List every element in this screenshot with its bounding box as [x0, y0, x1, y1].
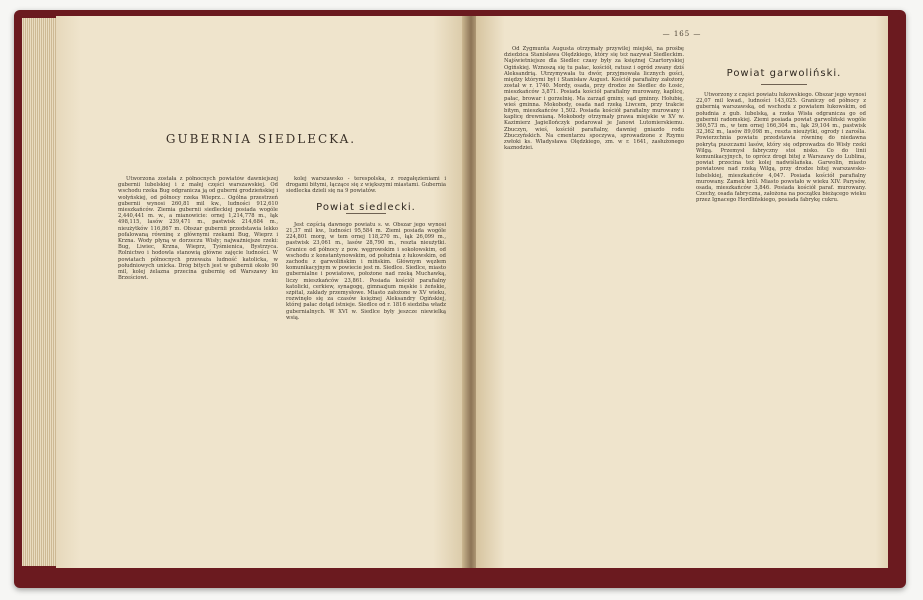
- section-rule: [761, 84, 807, 85]
- section-title-siedlecki: Powiat siedlecki.: [316, 201, 416, 213]
- right-page-column-1: [504, 46, 684, 556]
- garwolinski-text: Utworzony z części powiatu łukowskiego. Obszar jego wynosi 22,07 mil kwad., ludności 143,025. Graniczy od północy z gubernią warszawską, od wschodu z powiatem łukowskim, od południa z gub. lubelską, a rzeka Wisła odgranicza go od gubernii radomskiej. Ziemi posiada powiat garwoliński wogóle 360,573 m., w tem ornej 166,304 m., łąk 29,104 m., pastwisk 32,362 m., lasów 89,098 m., reszta nieużytki, ogrody i zarośla. Powierzchnia powiatu przedstawia równinę do niedawna pokrytą puszczami lasów, który się odprowadza do Wisły rzeki Wilgą. Przemysł fabryczny stoi nisko. Co do linii komunikacyjnych, to oprócz drogi bitej z Warszawy do Lublina, powiat przecina też kolej nadwiślańska. Garwolin, miasto powiatowe nad rzeką Wilgą, przy drodze bitej warszawsko-lubelskiej, mieszkańców 4,047. Posiada kościół parafialny murowany. Zamek król. Miasto powstało w wieku XIV. Parysów, osada, mieszkańców 3,846. Posiada kościół paraf. murowany. Czechy, osada fabryczna, założona na początku bieżącego wieku przez Ignacego Hordlińskiego, posiada fabrykę cukru.: [696, 92, 866, 204]
- right-page-column-2: [696, 92, 866, 558]
- gubernia-text: Utworzona została z północnych powiatów dawniejszej gubernii lubelskiej i z małej części warszawskiej. Od wschodu rzeka Bug odgranicza ją od guberni grodzieńskiej i wołyńskiej, od północy rzeka Wieprz... Ogólna przestrzeń gubernii wynosi 260,81 mil kw., ludności 912,610 mieszkańców. Ziemia gubernii siedleckiej posiada wogóle 2,440,441 m. w., a mianowicie: ornej 1,214,778 m., łąk 498,115, lasów 239,471 m., pastwisk 214,684 m., nieużytków 116,867 m. Obszar gubernii przedstawia lekko pofalowaną równinę z głównymi rzekami Bug, Wieprz i Krzna. Wody płyną w dorzeczu Wisły; najważniejsze rzeki: Bug, Liwiec, Krzna, Wieprz, Tyśmienica, Bystrzyca. Rolnictwo i hodowla stanowią główne zajęcie ludności. W powiatach północnych przeważa ludność katolicka, w południowych unicka. Dróg bitych jest w gubernii około 90 mil, kolej żelazna przecina gubernię od Warszawy ku Brześciowi.: [118, 176, 278, 282]
- gubernia-text-cont: kolej warszawsko - terespolska, z rozgałęzieniami i drogami bitymi, łączące się z większymi miastami. Gubernia siedlecka dzieli się na 9 powiatów.: [286, 176, 446, 195]
- left-page: [56, 16, 466, 568]
- section-rule: [346, 213, 386, 214]
- page-number: — 165 —: [662, 30, 702, 38]
- left-page-column-2: [286, 176, 446, 566]
- siedlecki-text-cont: Od Zygmunta Augusta otrzymały przywilej miejski, na prośbę dziedzica Stanisława Olędzkiego, który się też nazywał Siedleckim. Najświetniejsze dla Siedlec czasy były za księżnej Czartoryskiej Ogińskiej. Wznoszą się tu pałac, kościół, ratusz i ogród zwany dziś Aleksandrią. Utrzymywała tu dwór, przyjmowała licznych gości, między którymi był i Stanisław August. Kościół parafialny założony został w r. 1740. Mordy, osada, przy drodze ze Siedlec do Łosic, mieszkańców 3,871. Posiada kościół parafialny murowany, kaplicę, pałac, browar i gorzelnię. Ma zarząd gminy, sąd gminny. Hołubię, wieś gminna. Mokobody, osada nad rzeką Liwcem, przy trakcie bitym, mieszkańców 1,502. Posiada kościół parafialny murowany i kaplicę drewnianą. Mokobody otrzymały prawa miejskie w XV w. Kazimierz Jagiellończyk podarował je Janowi Lutomierskiemu. Zbuczyn, wieś, kościół parafialny, dawniej gniazdo rodu Zbuczyńskich. Na cmentarzu spoczywa, sprowadzone z Rzymu zwłoki ks. Władysława Olędzkiego, zm. w r. 1641, zasłużonego kaznodziei.: [504, 46, 684, 152]
- siedlecki-text: Jest częścią dawnego powiatu s. w. Obszar jego wynosi 21,37 mil kw., ludności 95,584 m. Ziemi posiada wogóle 224,801 morg, w tem ornej 118,270 m., łąk 26,099 m., pastwisk 23,061 m., lasów 28,790 m., reszta nieużytki. Granice od północy z pow. węgrowskim i sokołowskim, od wschodu z konstantynowskim, od południa z łukowskim, od zachodu z garwolińskim i mińskim. Głównym węzłem komunikacyjnym w powiecie jest m. Siedlce. Siedlce, miasto gubernialne i powiatowe, położone nad rzeką Muchawką, liczy mieszkańców 23,861. Posiada kościół parafialny katolicki, cerkiew, synagogę, gimnazjum męskie i żeńskie, szpital, zakłady przemysłowe. Miasto założone w XV wieku, rozwinęło się za czasów księżnej Aleksandry Ogińskiej, której pałac dotąd istnieje. Siedlce od r. 1816 siedziba władz gubernialnych. W XVI w. Siedlce były jeszcze niewielką wsią.: [286, 221, 446, 321]
- right-page: [476, 16, 888, 568]
- section-title-garwolinski: Powiat garwoliński.: [726, 68, 842, 79]
- left-page-column-1: [118, 176, 278, 566]
- page-heading: GUBERNIA SIEDLECKA.: [165, 132, 357, 146]
- page-edges: [22, 18, 58, 566]
